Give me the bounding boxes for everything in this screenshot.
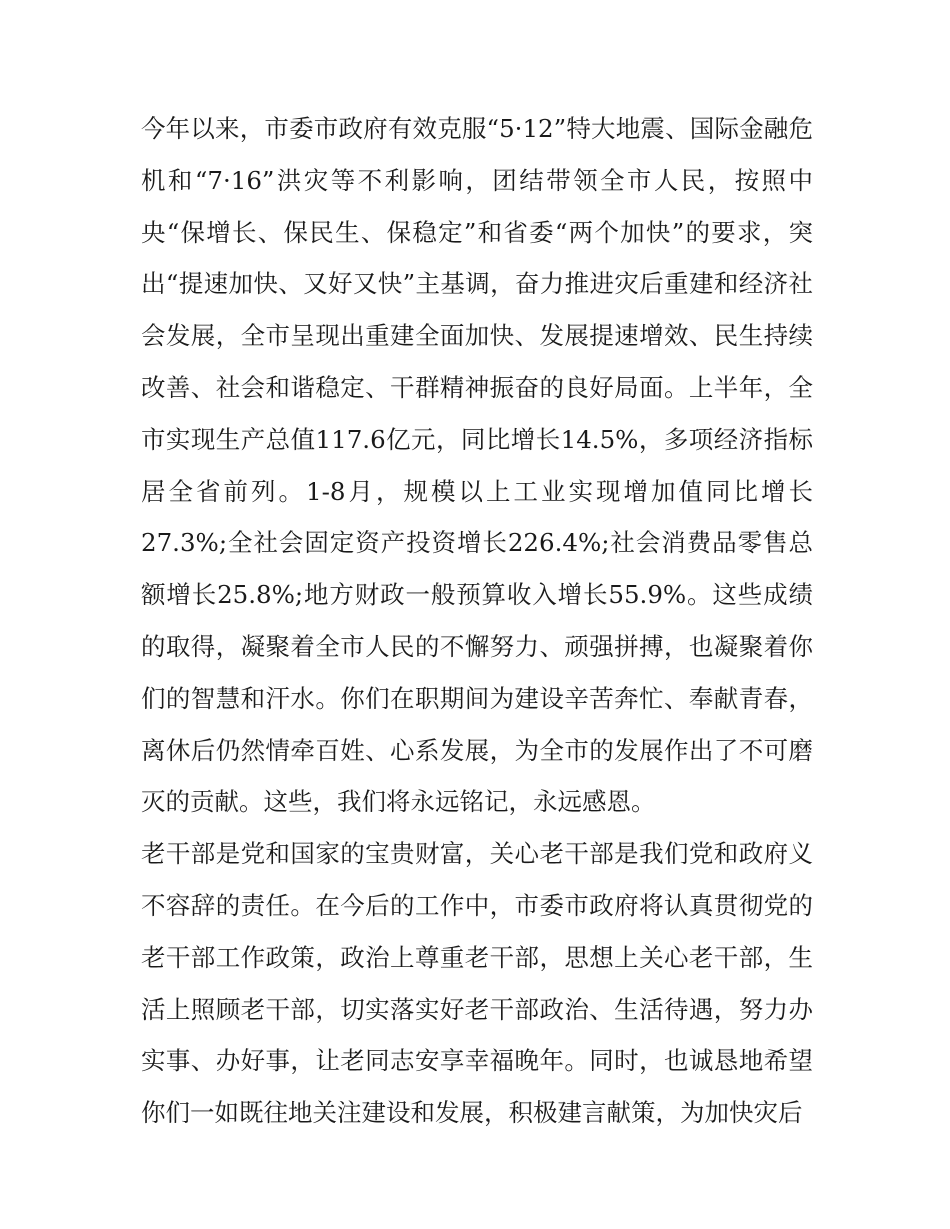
paragraph-achievements: 今年以来，市委市政府有效克服“5·12”特大地震、国际金融危机和“7·16”洪灾等不利影响，团结带领全市人民，按照中央“保增长、保民生、保稳定”和省委“两个加快”的要求，突出“提速加快、又好又快”主基调，奋力推进灾后重建和经济社会发展，全市呈现出重建全面加快、发展提速增效、民生持续改善、社会和谐稳定、干群精神振奋的良好局面。上半年，全市实现生产总值117.6亿元，同比增长14.5%，多项经济指标居全省前列。1-8月，规模以上工业实现增加值同比增长27.3%;全社会固定资产投资增长226.4%;社会消费品零售总额增长25.8%;地方财政一般预算收入增长55.9%。这些成绩的取得，凝聚着全市人民的不懈努力、顽强拼搏，也凝聚着你们的智慧和汗水。你们在职期间为建设辛苦奔忙、奉献青春，离休后仍然情牵百姓、心系发展，为全市的发展作出了不可磨灭的贡献。这些，我们将永远铭记，永远感恩。: [141, 114, 813, 817]
body-text: [141, 103, 813, 1139]
paragraph-veteran-cadres: 老干部是党和国家的宝贵财富，关心老干部是我们党和政府义不容辞的责任。在今后的工作中，市委市政府将认真贯彻党的老干部工作政策，政治上尊重老干部，思想上关心老干部，生活上照顾老干部，切实落实好老干部政治、生活待遇，努力办实事、办好事，让老同志安享幸福晚年。同时，也诚恳地希望你们一如既往地关注建设和发展，积极建言献策，为加快灾后: [141, 839, 813, 1128]
